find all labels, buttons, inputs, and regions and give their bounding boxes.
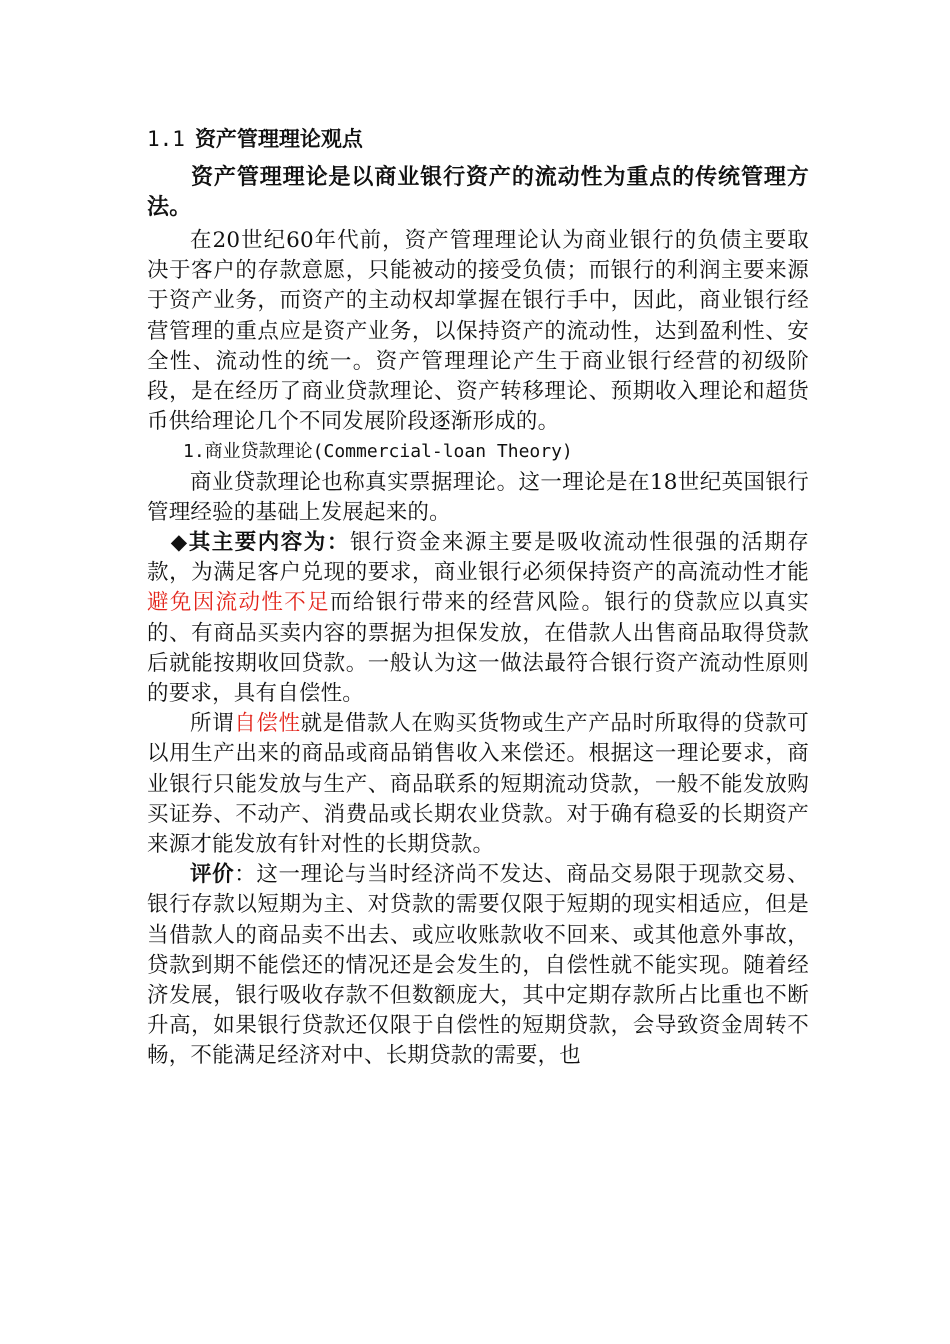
- self-liquidating-highlight: 自偿性: [234, 711, 301, 737]
- paragraph-asset-management: 在20世纪60年代前，资产管理理论认为商业银行的负债主要取决于客户的存款意愿，只能被动的接受负债；而银行的利润主要来源于资产业务，而资产的主动权却掌握在银行手中，因此，商业银行经营管理的重点应是资产业务，以保持资产的流动性，达到盈利性、安全性、流动性的统一。资产管理理论产生于商业银行经营的初级阶段，是在经历了商业贷款理论、资产转移理论、预期收入理论和超货币供给理论几个不同发展阶段逐渐形成的。: [147, 228, 809, 435]
- main-content-highlight: 避免因流动性不足: [147, 590, 330, 616]
- section-number: 1.1: [147, 127, 185, 151]
- section-heading: [147, 124, 809, 154]
- main-content-label: 其主要内容为：: [188, 530, 350, 556]
- section-title: 资产管理理论观点: [194, 126, 363, 151]
- paragraph-self-liquidating: [147, 709, 809, 860]
- evaluation-text: ：这一理论与当时经济尚不发达、商品交易限于现款交易、银行存款以短期为主、对贷款的需要仅限于短期的现实相适应，但是当借款人的商品卖不出去、或应收账款收不回来、或其他意外事故，贷款到期不能偿还的情况还是会发生的，自偿性就不能实现。随着经济发展，银行吸收存款不但数额庞大，其中定期存款所占比重也不断升高，如果银行贷款还仅限于自偿性的短期贷款，会导致资金周转不畅，不能满足经济对中、长期贷款的需要，也: [147, 862, 809, 1069]
- self-liquidating-text-before: 所谓: [190, 711, 235, 737]
- paragraph-evaluation: [147, 860, 809, 1071]
- subheading-commercial-loan: 1.商业贷款理论(Commercial-loan Theory): [183, 441, 573, 463]
- main-content-text-after: 而给银行带来的经营风险。银行的贷款应以真实的、有商品买卖内容的票据为担保发放，在借款人出售商品取得贷款后就能按期收回贷款。一般认为这一做法最符合银行资产流动性原则的要求，具有自偿性。: [147, 590, 810, 707]
- self-liquidating-text-after: 就是借款人在购买货物或生产产品时所取得的贷款可以用生产出来的商品或商品销售收入来偿还。根据这一理论要求，商业银行只能发放与生产、商品联系的短期流动贷款，一般不能发放购买证券、不动产、消费品或长期农业贷款。对于确有稳妥的长期资产来源才能发放有针对性的长期贷款。: [147, 711, 809, 858]
- paragraph-main-content: [147, 528, 809, 709]
- document-page: [147, 124, 809, 1072]
- lead-paragraph: 资产管理理论是以商业银行资产的流动性为重点的传统管理方法。: [147, 164, 809, 220]
- evaluation-label: 评价: [190, 862, 235, 888]
- diamond-bullet-icon: ◆: [170, 530, 189, 556]
- main-content-text-before: 银行资金来源主要是吸收流动性很强的活期存款，为满足客户兑现的要求，商业银行必须保持资产的高流动性才能: [147, 530, 809, 586]
- paragraph-real-bills: 商业贷款理论也称真实票据理论。这一理论是在18世纪英国银行管理经验的基础上发展起来的。: [147, 469, 809, 525]
